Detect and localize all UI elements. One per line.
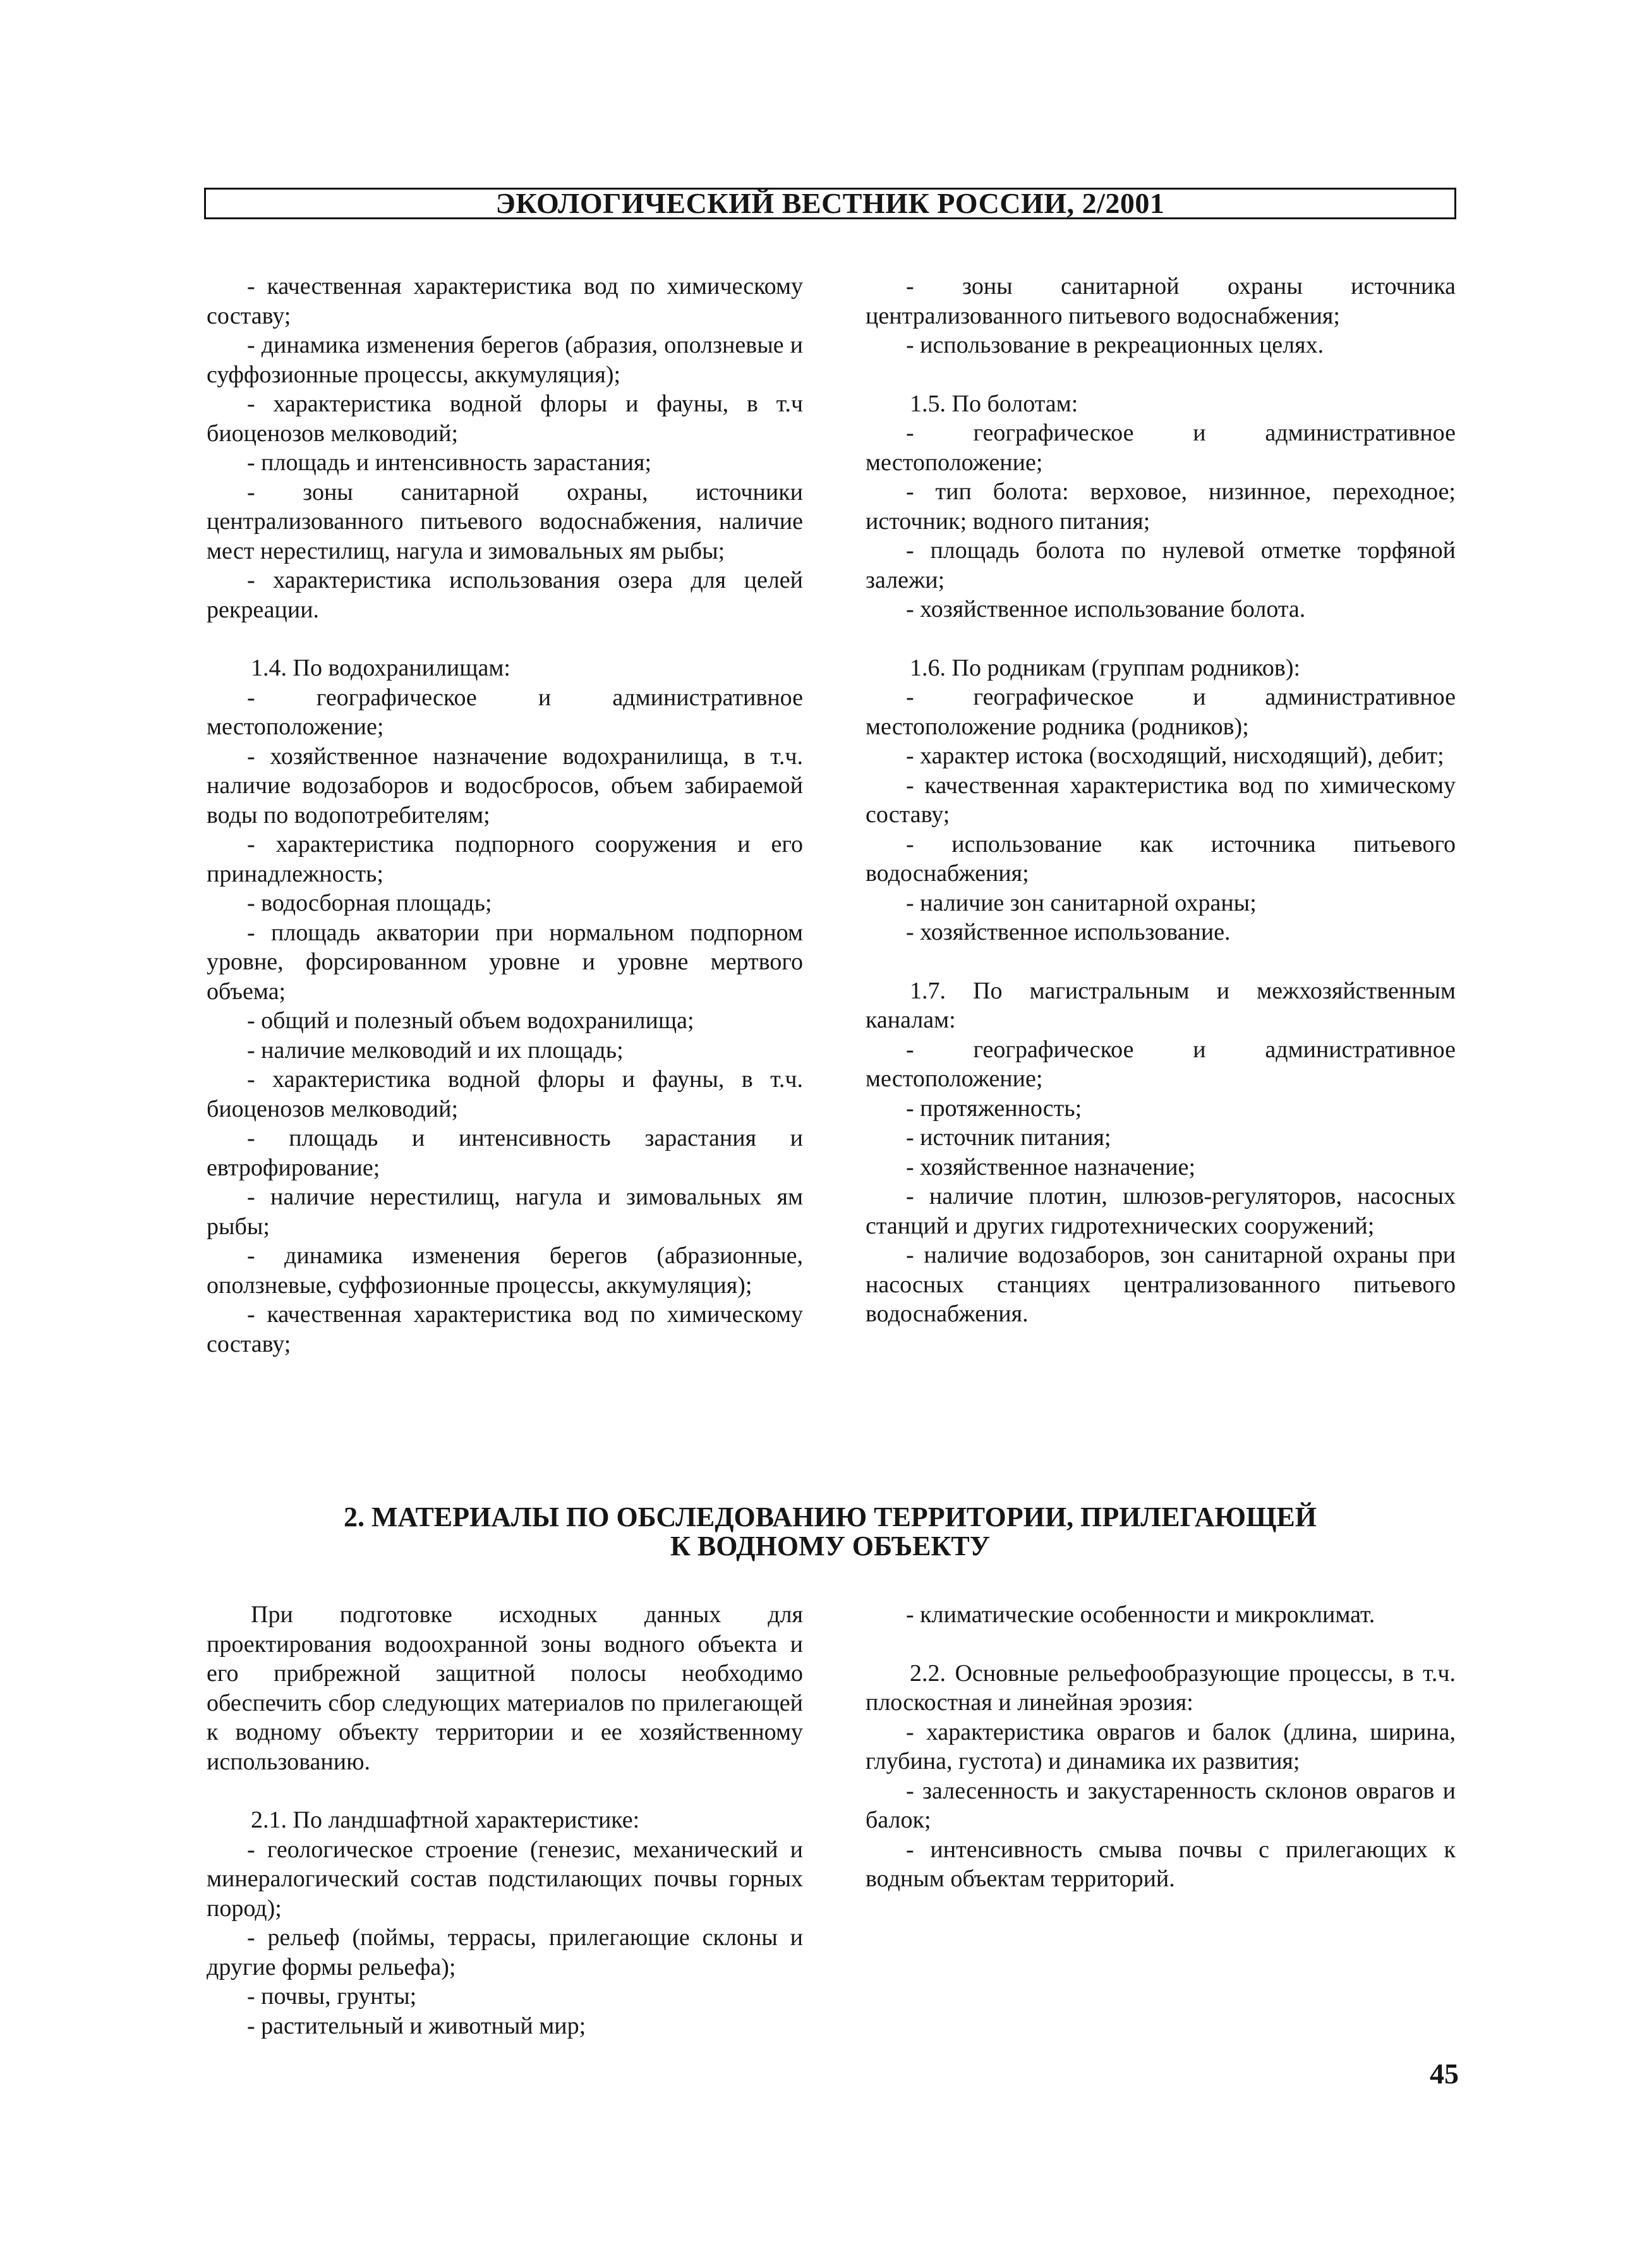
list-item: - протяженность; [906, 1095, 1082, 1122]
list-item: - качественная характеристика вод по химическому составу; [207, 1301, 803, 1357]
subsection-heading-1-5: 1.5. По болотам: [910, 390, 1078, 417]
list-item: - общий и полезный объем водохранилища; [247, 1007, 694, 1034]
subsection-heading-2-2: 2.2. Основные рельефообразующие процессы, в т.ч. плоскостная и линейная эрозия: [866, 1659, 1456, 1716]
list-item: - использование как источника питьевого водоснабжения; [866, 830, 1456, 887]
list-item: - залесенность и закустаренность склонов оврагов и балок; [866, 1777, 1456, 1833]
list-item: - географическое и административное местоположение; [207, 684, 803, 740]
section-intro: При подготовке исходных данных для проектирования водоохранной зоны водного объекта и его прибрежной защитной полосы необходимо обеспечить сбор следующих материалов по прилегающей к водному объекту территории и ее хозяйственному использованию. [207, 1601, 803, 1775]
list-item: - использование в рекреационных целях. [906, 332, 1324, 358]
list-item: - почвы, грунты; [247, 1983, 417, 2010]
section-title-line: 2. МАТЕРИАЛЫ ПО ОБСЛЕДОВАНИЮ ТЕРРИТОРИИ, ПРИЛЕГАЮЩЕЙ [344, 1501, 1317, 1532]
list-item: - климатические особенности и микроклимат. [906, 1601, 1375, 1628]
page-number: 45 [1430, 2058, 1459, 2090]
subsection-heading-1-4: 1.4. По водохранилищам: [251, 655, 510, 681]
journal-title: ЭКОЛОГИЧЕСКИЙ ВЕСТНИК РОССИИ, 2/2001 [495, 187, 1165, 219]
list-item: - геологическое строение (генезис, механический и минералогический состав подстилающих почвы горных пород); [207, 1836, 803, 1922]
list-item: - характеристика использования озера для целей рекреации. [207, 567, 803, 623]
column-left-bottom [207, 1600, 803, 2041]
list-item: - наличие мелководий и их площадь; [247, 1036, 624, 1064]
list-item: - характеристика водной флоры и фауны, в т.ч. биоценозов мелководий; [207, 1066, 803, 1122]
column-right-bottom [866, 1600, 1456, 1894]
subsection-heading-1-6: 1.6. По родникам (группам родников): [910, 654, 1301, 681]
list-item: - хозяйственное использование болота. [906, 596, 1306, 622]
section-title-line: К ВОДНОМУ ОБЪЕКТУ [670, 1531, 991, 1562]
list-item: - качественная характеристика вод по химическому составу; [866, 772, 1456, 828]
list-item: - зоны санитарной охраны источника централизованного питьевого водоснабжения; [866, 273, 1456, 329]
section-2-title [204, 1503, 1456, 1561]
list-item: - рельеф (поймы, террасы, прилегающие склоны и другие формы рельефа); [207, 1924, 803, 1980]
list-item: - динамика изменения берегов (абразия, оползневые и суффозионные процессы, аккумуляция); [207, 332, 803, 388]
list-item: - характеристика оврагов и балок (длина, ширина, глубина, густота) и динамика их развития; [866, 1718, 1456, 1774]
list-item: - наличие нерестилищ, нагула и зимовальных ям рыбы; [207, 1184, 803, 1240]
column-right-top [866, 272, 1456, 1329]
list-item: - наличие зон санитарной охраны; [906, 889, 1257, 916]
list-item: - характеристика подпорного сооружения и его принадлежность; [207, 831, 803, 887]
list-item: - хозяйственное использование. [906, 919, 1231, 945]
list-item: - географическое и административное местоположение; [866, 1036, 1456, 1092]
list-item: - географическое и административное местоположение родника (родников); [866, 684, 1456, 740]
list-item: - наличие водозаборов, зон санитарной охраны при насосных станциях централизованного питьевого водоснабжения. [866, 1242, 1456, 1327]
list-item: - площадь и интенсивность зарастания; [247, 449, 652, 476]
list-item: - площадь и интенсивность зарастания и евтрофирование; [207, 1125, 803, 1181]
list-item: - наличие плотин, шлюзов-регуляторов, насосных станций и других гидротехнических сооружений; [866, 1183, 1456, 1239]
list-item: - хозяйственное назначение; [906, 1153, 1196, 1180]
list-item: - растительный и животный мир; [247, 2012, 586, 2039]
subsection-heading-1-7: 1.7. По магистральным и межхозяйственным каналам: [866, 977, 1456, 1033]
list-item: - тип болота: верховое, низинное, переходное; источник; водного питания; [866, 478, 1456, 535]
list-item: - площадь болота по нулевой отметке торфяной залежи; [866, 537, 1456, 593]
list-item: - зоны санитарной охраны, источники централизованного питьевого водоснабжения, наличие мест нерестилищ, нагула и зимовальных ям рыбы; [207, 478, 803, 564]
list-item: - динамика изменения берегов (абразионные, оползневые, суффозионные процессы, аккумуляция); [207, 1242, 803, 1299]
list-item: - площадь акватории при нормальном подпорном уровне, форсированном уровне и уровне мертвого объема; [207, 919, 803, 1005]
list-item: - источник питания; [906, 1124, 1111, 1151]
list-item: - хозяйственное назначение водохранилища, в т.ч. наличие водозаборов и водосбросов, объем забираемой воды по водопотребителям; [207, 743, 803, 828]
column-left-top [207, 272, 803, 1359]
subsection-heading-2-1: 2.1. По ландшафтной характеристике: [251, 1807, 640, 1833]
list-item: - водосборная площадь; [247, 890, 492, 916]
list-item: - характеристика водной флоры и фауны, в т.ч биоценозов мелководий; [207, 391, 803, 447]
list-item: - интенсивность смыва почвы с прилегающих к водным объектам территорий. [866, 1836, 1456, 1892]
list-item: - качественная характеристика вод по химическому составу; [207, 273, 803, 329]
list-item: - характер истока (восходящий, нисходящий), дебит; [906, 743, 1444, 769]
list-item: - географическое и административное местоположение; [866, 420, 1456, 476]
journal-header [204, 188, 1456, 219]
